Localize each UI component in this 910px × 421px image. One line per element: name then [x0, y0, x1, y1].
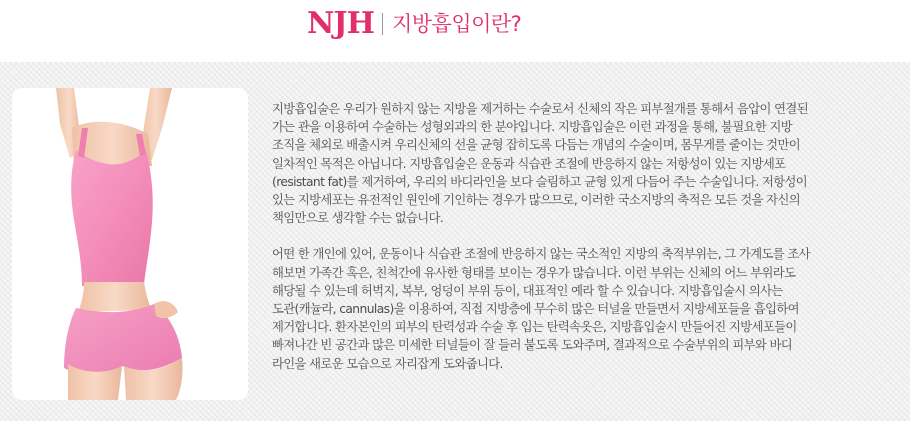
- woman-figure-illustration: [12, 88, 248, 400]
- article-body: [272, 100, 897, 373]
- brand-logo-text: NJH: [307, 6, 374, 41]
- page-title: [307, 4, 521, 44]
- section-heading: 지방흡입이란?: [391, 11, 522, 36]
- title-divider: [382, 13, 383, 35]
- article-paragraph-2: 어떤 한 개인에 있어, 운동이나 식습관 조절에 반응하지 않는 국소적인 지방의 축적부위는, 그 가계도를 조사 해보면 가족간 혹은, 친척간에 유사한 형태를 보이는 경우가 많습니다. 이런 부위는 신체의 어느 부위라도 해당될 수 있는데 허벅지, 복부, 엉덩이 부위 등이, 대표적인 예라 할 수 있습니다. 지방흡입술시 의사는 도관(캐뉼라, cannulas)을 이용하여, 직접 지방층에 무수히 많은 터널을 만들면서 지방세포들을 흡입하여 제거합니다. 환자본인의 피부의 탄력성과 수술 후 입는 탄력속옷은, 지방흡입술시 만들어진 지방세포들이 빠져나간 빈 공간과 많은 미세한 터널들이 잘 들러 붙도록 도와주며, 결과적으로 수술부위의 피부와 바디 라인을 새로운 모습으로 자리잡게 도와줍니다.: [272, 247, 810, 371]
- page-header: [0, 0, 910, 62]
- article-paragraph-1: 지방흡입술은 우리가 원하지 않는 지방을 제거하는 수술로서 신체의 작은 피부절개를 통해서 음압이 연결된 가는 관을 이용하여 수술하는 성형외과의 한 분야입니다. 지방흡입술은 이런 과정을 통해, 불필요한 지방 조직을 체외로 배출시켜 우리신체의 선을 균형 잡히도록 다듬는 개념의 수술이며, 몸무게를 줄이는 것만이 일차적인 목적은 아닙니다. 지방흡입술은 운동과 식습관 조절에 반응하지 않는 저항성이 있는 지방세포 (resistant fat)를 제거하여, 우리의 바디라인을 보다 슬림하고 균형 있게 다듬어 주는 수술입니다. 저항성이 있는 지방세포는 유전적인 원인에 기인하는 경우가 많으므로, 이러한 국소지방의 축적은 모든 것을 자신의 책임만으로 생각할 수는 없습니다.: [272, 102, 808, 226]
- body-photo: [12, 88, 248, 400]
